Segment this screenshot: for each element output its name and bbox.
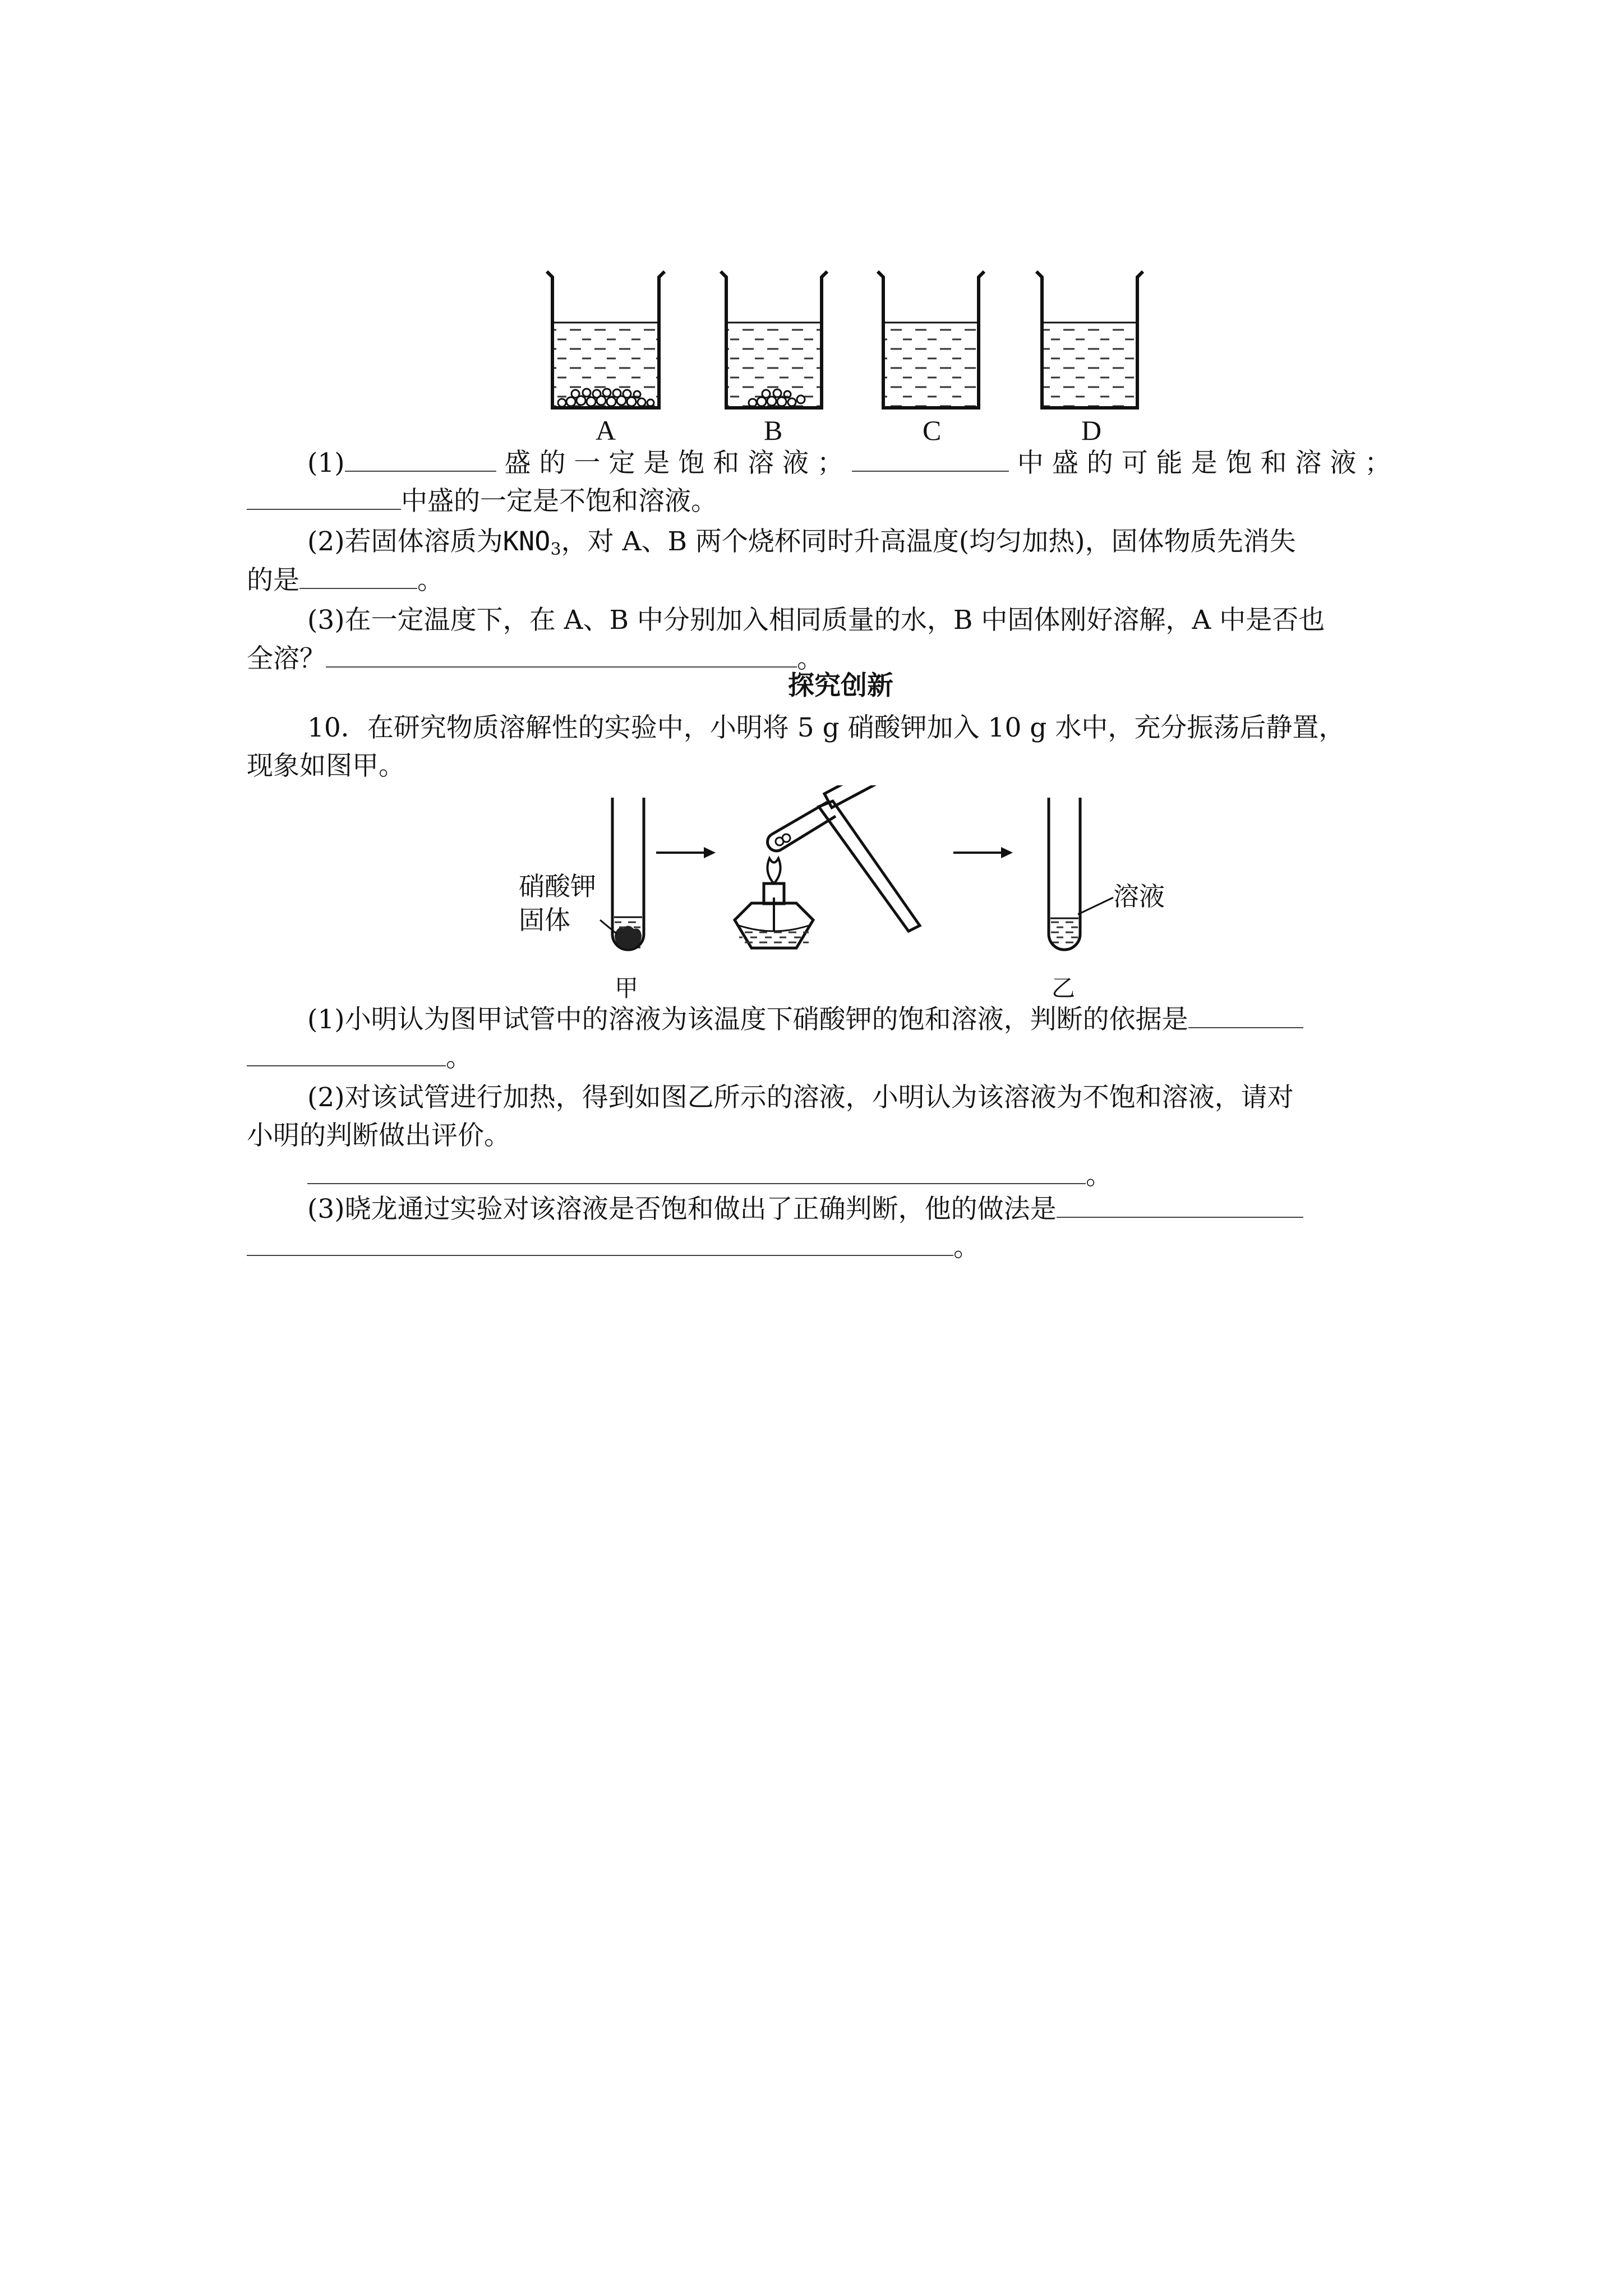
q10-part3-line2 (247, 1230, 980, 1264)
formula-kno3: KNO (502, 526, 551, 557)
q9-part2-line1 (307, 525, 1296, 567)
answer-blank[interactable] (247, 484, 401, 510)
q10-intro-text-b: 现象如图甲。 (247, 751, 405, 781)
q10-part1-line2 (247, 1041, 472, 1075)
q9-part1-text-c: 中盛的一定是不饱和溶液。 (401, 486, 717, 517)
q10-part2-line1 (307, 1081, 1294, 1115)
q10-part1-line1 (307, 1002, 1303, 1037)
answer-blank[interactable] (247, 1230, 953, 1256)
beaker-label-d: D (1081, 415, 1102, 446)
q10-part3-line1 (307, 1192, 1303, 1226)
experiment-figure (0, 785, 1623, 999)
q9-part1-num: (1) (307, 448, 345, 478)
beaker-b (721, 272, 827, 408)
q9-part3-line1 (307, 604, 1325, 637)
alcohol-lamp-setup (735, 785, 920, 948)
q9-part2-text-b: ，对 A、B 两个烧杯同时升高温度(均匀加热)，固体物质先消失 (561, 526, 1296, 557)
period: 。 (417, 565, 444, 596)
q10-part2-line2 (247, 1119, 510, 1153)
q10-part2-line3 (307, 1158, 1112, 1193)
q10-intro-line1 (307, 711, 1345, 745)
q9-part1-line2 (247, 484, 717, 518)
q10-part3-text: (3)晓龙通过实验对该溶液是否饱和做出了正确判断，他的做法是 (307, 1194, 1057, 1225)
q9-part2-text-c: 的是 (247, 565, 299, 596)
answer-blank[interactable] (247, 1041, 446, 1066)
beaker-label-b: B (764, 415, 783, 446)
period: 。 (446, 1042, 472, 1073)
q9-part3-line2 (247, 642, 823, 676)
answer-blank[interactable] (345, 446, 496, 472)
q10-intro-line2 (247, 749, 405, 783)
label-solid-line2: 固体 (519, 905, 570, 935)
q9-part1-text-a: 盛 的 一 定 是 饱 和 溶 液 ； (504, 448, 843, 478)
caption-yi: 乙 (1052, 974, 1076, 1002)
beaker-label-c: C (923, 415, 942, 446)
test-tube-jia (612, 798, 644, 951)
beaker-a (547, 272, 665, 408)
test-tube-yi (1049, 798, 1113, 950)
beaker-c (878, 272, 984, 408)
q9-part3-text-a: (3)在一定温度下，在 A、B 中分别加入相同质量的水，B 中固体刚好溶解，A 中是否也 (307, 605, 1325, 636)
q10-intro-text-a: 10．在研究物质溶解性的实验中，小明将 5 g 硝酸钾加入 10 g 水中，充分振荡后静置， (307, 712, 1345, 743)
q9-part2-text-a: (2)若固体溶质为 (307, 526, 503, 557)
q9-part3-text-b: 全溶？ (247, 643, 326, 674)
answer-blank[interactable] (299, 563, 417, 589)
period: 。 (953, 1232, 980, 1263)
period: 。 (797, 643, 823, 674)
answer-blank[interactable] (1188, 1002, 1303, 1028)
q9-part1-text-b: 中 盛 的 可 能 是 饱 和 溶 液 ； (1017, 448, 1391, 478)
answer-blank[interactable] (326, 642, 797, 668)
q9-part2-line2 (247, 563, 444, 597)
label-pointer (600, 920, 617, 934)
period: 。 (1086, 1160, 1112, 1191)
beakers-figure (0, 264, 1623, 454)
q9-part1-line1 (307, 446, 1391, 480)
arrow-right-icon (953, 847, 1013, 858)
label-pointer (1078, 898, 1113, 914)
answer-blank[interactable] (307, 1158, 1086, 1184)
answer-blank[interactable] (852, 446, 1009, 472)
answer-blank[interactable] (1057, 1192, 1303, 1218)
label-solid-line1: 硝酸钾 (519, 871, 596, 901)
section-heading: 探究创新 (788, 670, 893, 701)
beaker-label-a: A (596, 415, 616, 446)
beaker-d (1036, 272, 1143, 408)
q10-part2-text-a: (2)对该试管进行加热，得到如图乙所示的溶液，小明认为该溶液为不饱和溶液，请对 (307, 1082, 1294, 1113)
q10-part1-text: (1)小明认为图甲试管中的溶液为该温度下硝酸钾的饱和溶液，判断的依据是 (307, 1004, 1188, 1035)
label-solution: 溶液 (1113, 881, 1165, 912)
caption-jia: 甲 (615, 974, 639, 1002)
arrow-right-icon (656, 847, 716, 858)
q10-part2-text-b: 小明的判断做出评价。 (247, 1120, 510, 1151)
formula-subscript: 3 (550, 540, 561, 559)
